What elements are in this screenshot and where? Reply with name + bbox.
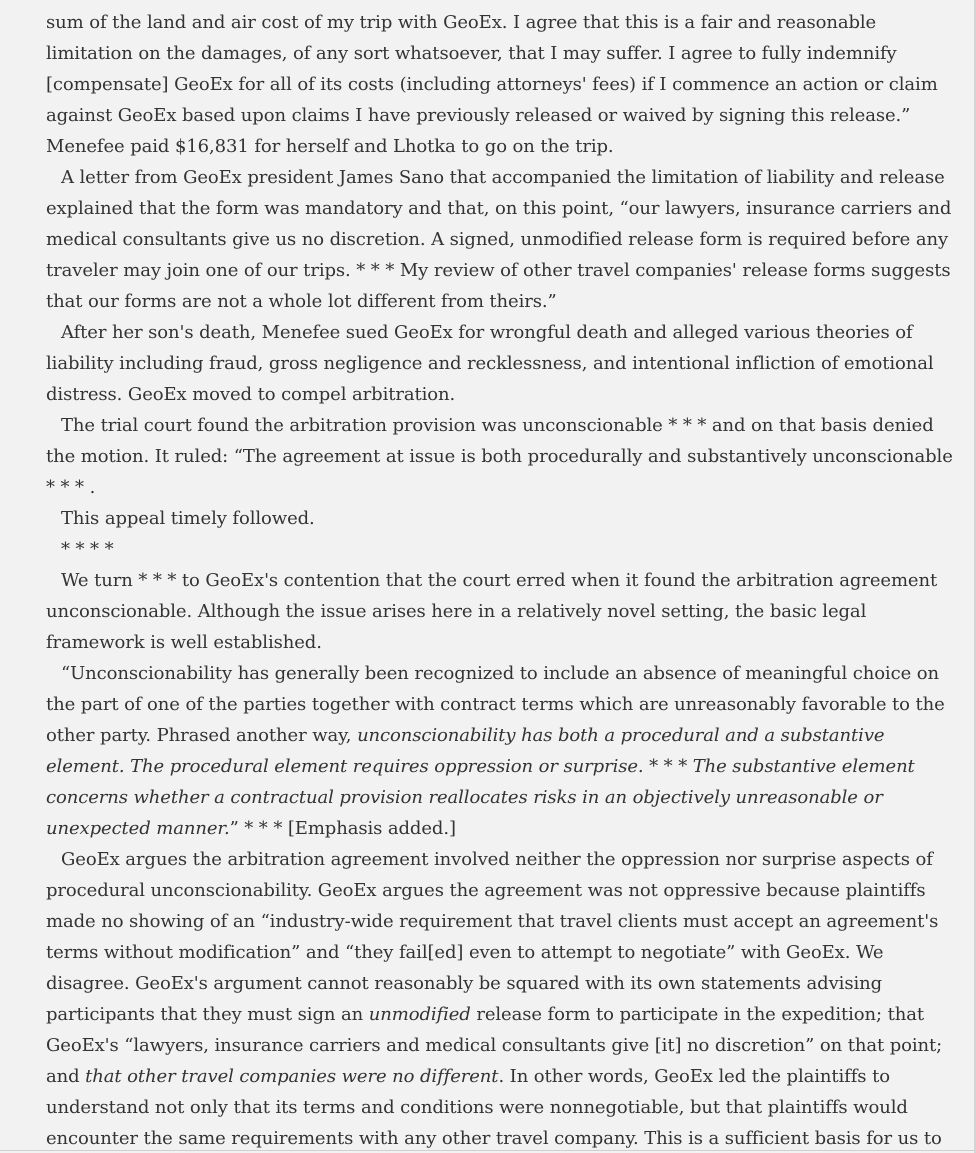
- paragraph-9-tail: . In other words, GeoEx led the plaintiffs to understand not only that its terms and conditions were nonnegotiable, but that plaintiffs would encounter the same requirements with any other travel company. This is a sufficient basis for us to: [46, 1066, 942, 1149]
- paragraph-8-text: “Unconscionability has generally been recognized to include an absence of meaningful choice on the part of one of the parties together with contract terms which are unreasonably favorable to the other party. Phrased another way,: [46, 663, 945, 746]
- section-break: * * * *: [61, 539, 114, 560]
- paragraph-2: A letter from GeoEx president James Sano that accompanied the limitation of liability and release explained that the form was mandatory and that, on this point, “our lawyers, insurance carriers and medical consultants give us no discretion. A signed, unmodified release form is required before any traveler may join one of our trips. * * * My review of other travel companies' release forms suggests that our forms are not a whole lot different from theirs.”: [46, 167, 952, 312]
- paragraph-9-emphasis-unmodified: unmodified: [368, 1004, 471, 1025]
- paragraph-9-text: GeoEx argues the arbitration agreement involved neither the oppression nor surprise aspects of procedural unconscionability. GeoEx argues the agreement was not oppressive because plaintiffs made no showing of an “industry-wide requirement that travel clients must accept an agreement's terms without modification” and “they fail[ed] even to attempt to negotiate” with GeoEx. We disagree. GeoEx's argument cannot reasonably be squared with its own statements advising participants that they must sign an: [46, 849, 939, 1025]
- paragraph-9-text-2: release form to participate in the expedition; that GeoEx's “lawyers, insurance carriers and medical consultants give [it] no discretion” on that point; and: [46, 1004, 943, 1087]
- paragraph-1: sum of the land and air cost of my trip with GeoEx. I agree that this is a fair and reasonable limitation on the damages, of any sort whatsoever, that I may suffer. I agree to fully indemnify [compensate] GeoEx for all of its costs (including attorneys' fees) if I commence an action or claim against GeoEx based upon claims I have previously released or waived by signing this release.” Menefee paid $16,831 for herself and Lhotka to go on the trip.: [46, 12, 938, 157]
- paragraph-7: We turn * * * to GeoEx's contention that the court erred when it found the arbitration agreement unconscionable. Although the issue arises here in a relatively novel setting, the basic legal framework is well established.: [46, 570, 938, 653]
- paragraph-8: [46, 658, 961, 844]
- document-body: [46, 7, 961, 1153]
- paragraph-9: [46, 844, 961, 1153]
- top-clip: [0, 0, 976, 4]
- paragraph-4: The trial court found the arbitration provision was unconscionable * * * and on that basis denied the motion. It ruled: “The agreement at issue is both procedurally and substantively unconscionable * * * .: [46, 415, 953, 498]
- bottom-rule: [0, 1150, 976, 1151]
- paragraph-8-emphasis: unconscionability has both a procedural and a substantive element. The procedural element requires oppression or surprise. * * * The substantive element concerns whether a contractual provision reallocates risks in an objectively unreasonable or unexpected manner.: [46, 725, 915, 839]
- paragraph-5: This appeal timely followed.: [61, 508, 315, 529]
- paragraph-3: After her son's death, Menefee sued GeoEx for wrongful death and alleged various theories of liability including fraud, gross negligence and recklessness, and intentional infliction of emotional distress. GeoEx moved to compel arbitration.: [46, 322, 934, 405]
- paragraph-8-tail: ” * * * [Emphasis added.]: [229, 818, 456, 839]
- paragraph-9-emphasis-other-companies: that other travel companies were no different: [85, 1066, 499, 1087]
